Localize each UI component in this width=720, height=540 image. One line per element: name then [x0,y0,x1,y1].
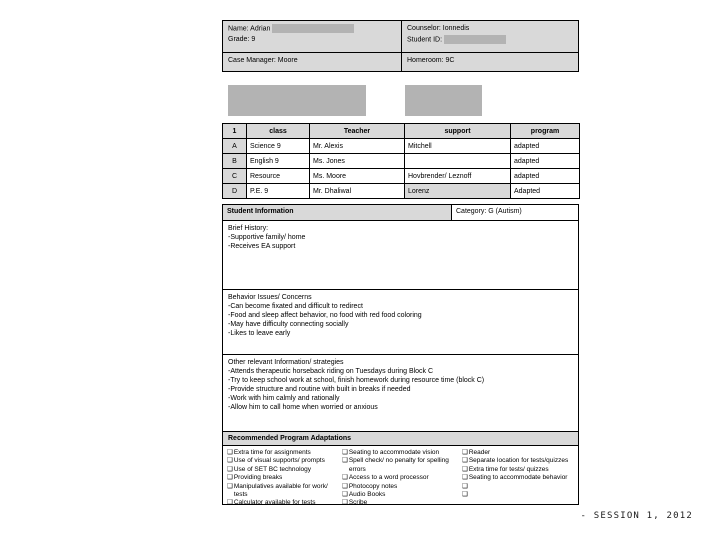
checkbox-icon: ❑ [462,491,468,499]
support-cell [405,154,511,169]
checkbox-icon: ❑ [342,482,348,490]
document-page [218,18,584,507]
adaptation-label: Calculator available for tests [233,499,316,507]
teacher-cell: Mr. Dhaliwal [310,184,405,199]
teacher-cell: Ms. Jones [310,154,405,169]
checkbox-icon: ❑ [227,482,233,490]
checkbox-icon: ❑ [462,457,468,465]
other-info-section [222,354,579,432]
adaptation-label: Reader [468,449,491,456]
adaptation-label: Access to a word processor [348,474,429,482]
adaptation-label: Seating to accommodate vision [348,449,440,456]
checkbox-icon: ❑ [227,457,233,465]
support-cell: Mitchell [405,139,511,154]
block-cell: C [223,169,247,184]
support-cell: Lorenz [405,184,511,199]
schedule-row [223,139,580,154]
checkbox-icon: ❑ [462,449,468,456]
class-cell: English 9 [247,154,310,169]
class-cell: Resource [247,169,310,184]
adaptation-item [342,491,459,499]
checkbox-icon: ❑ [462,465,468,473]
strategy-line: -Try to keep school work at school, finish homework during resource time (block C) [228,377,485,384]
checkbox-icon: ❑ [227,499,233,507]
adaptation-item [462,466,573,474]
adaptation-label: Spell check/ no penalty for spelling errors [348,457,449,473]
schedule-row [223,184,580,199]
block-cell: B [223,154,247,169]
adaptation-item [227,457,339,465]
adaptation-item [462,491,573,499]
program-cell: Adapted [511,184,580,199]
col-header-program: program [511,124,580,139]
checkbox-icon: ❑ [342,449,348,456]
adaptation-item [462,449,573,457]
col-header-support: support [405,124,511,139]
student-information-bar [222,204,579,221]
checkbox-icon: ❑ [342,499,348,507]
adaptation-item [227,449,339,457]
history-line: -Receives EA support [228,243,296,250]
checkbox-icon: ❑ [342,491,348,499]
adaptation-item [342,474,459,482]
class-cell: Science 9 [247,139,310,154]
homeroom-field: Homeroom: 9C [407,57,455,64]
checklist-column-1 [227,449,342,507]
adaptation-label: Separate location for tests/quizzes [468,457,569,465]
adaptations-title: Recommended Program Adaptations [222,431,579,446]
checkbox-icon: ❑ [342,474,348,482]
student-information-title: Student Information [223,205,452,220]
behavior-line: -Can become fixated and difficult to redirect [228,303,363,310]
section-title: Behavior Issues/ Concerns [228,294,312,301]
adaptation-item [342,483,459,491]
checkbox-icon: ❑ [227,474,233,482]
redaction-box-student-id [444,35,506,44]
adaptation-label: Photocopy notes [348,482,398,490]
grade-field: Grade: 9 [228,35,256,43]
student-id-field: Student ID: [407,35,443,43]
behavior-line: -Food and sleep affect behavior, no food with red food coloring [228,312,422,319]
adaptation-label: Extra time for assignments [233,449,311,456]
adaptation-label: Scribe [348,499,368,507]
adaptation-label: Use of SET BC technology [233,465,312,473]
adaptation-item [342,499,459,507]
checkbox-icon: ❑ [462,474,468,482]
checkbox-icon: ❑ [227,465,233,473]
behavior-line: -May have difficulty connecting socially [228,321,349,328]
col-header-block: 1 [223,124,247,139]
program-cell: adapted [511,169,580,184]
adaptation-label: Manipulatives available for work/ tests [233,482,328,499]
program-cell: adapted [511,139,580,154]
adaptation-item [227,474,339,482]
strategy-line: -Attends therapeutic horseback riding on Tuesdays during Block C [228,368,434,375]
block-cell: A [223,139,247,154]
teacher-cell: Ms. Moore [310,169,405,184]
case-manager-field: Case Manager: Moore [223,53,402,71]
support-cell: Hovbrender/ Leznoff [405,169,511,184]
checklist-column-3 [462,449,576,502]
strategy-line: -Provide structure and routine with built in breaks if needed [228,386,411,393]
redaction-box-large-left [228,85,366,116]
section-title: Brief History: [228,225,269,232]
header-left-cell [223,21,402,53]
student-id-row [407,35,573,46]
header-right-cell [402,21,578,53]
section-title: Other relevant Information/ strategies [228,359,344,366]
name-field: Name: Adrian [228,25,271,33]
checkbox-icon: ❑ [227,449,233,456]
counselor-field: Counselor: Ionnedis [407,25,470,32]
redaction-box-large-right [405,85,482,116]
history-line: -Supportive family/ home [228,234,306,241]
checkbox-icon: ❑ [462,482,468,490]
class-cell: P.E. 9 [247,184,310,199]
adaptation-label: Seating to accommodate behavior [468,474,568,482]
adaptation-item [227,499,339,507]
adaptation-label: Use of visual supports/ prompts [233,457,325,465]
adaptation-item [462,457,573,465]
program-cell: adapted [511,154,580,169]
behavior-section [222,289,579,355]
student-header [222,20,579,72]
checklist-column-2 [342,449,462,507]
strategy-line: -Work with him calmly and rationally [228,395,340,402]
checkbox-icon: ❑ [342,457,348,465]
schedule-row [223,169,580,184]
strategy-line: -Allow him to call home when worried or anxious [228,404,378,411]
col-header-class: class [247,124,310,139]
col-header-teacher: Teacher [310,124,405,139]
schedule-table [222,123,580,199]
teacher-cell: Mr. Alexis [310,139,405,154]
adaptations-checklist [222,445,579,505]
adaptation-item [342,457,459,474]
brief-history-section [222,220,579,290]
adaptation-label: Providing breaks [233,474,283,482]
category-field: Category: G (Autism) [452,205,578,220]
adaptation-item [342,449,459,457]
adaptation-item [227,483,339,500]
adaptation-item [462,474,573,482]
behavior-line: -Likes to leave early [228,330,291,337]
redaction-box-name [272,24,354,33]
adaptation-item [462,483,573,491]
block-cell: D [223,184,247,199]
schedule-row [223,154,580,169]
schedule-header-row [223,124,580,139]
slide-caption: - SESSION 1, 2012 [580,511,693,521]
name-row [228,24,396,35]
adaptation-item [227,466,339,474]
adaptation-label: Extra time for tests/ quizzes [468,465,549,473]
adaptation-label: Audio Books [348,491,386,499]
